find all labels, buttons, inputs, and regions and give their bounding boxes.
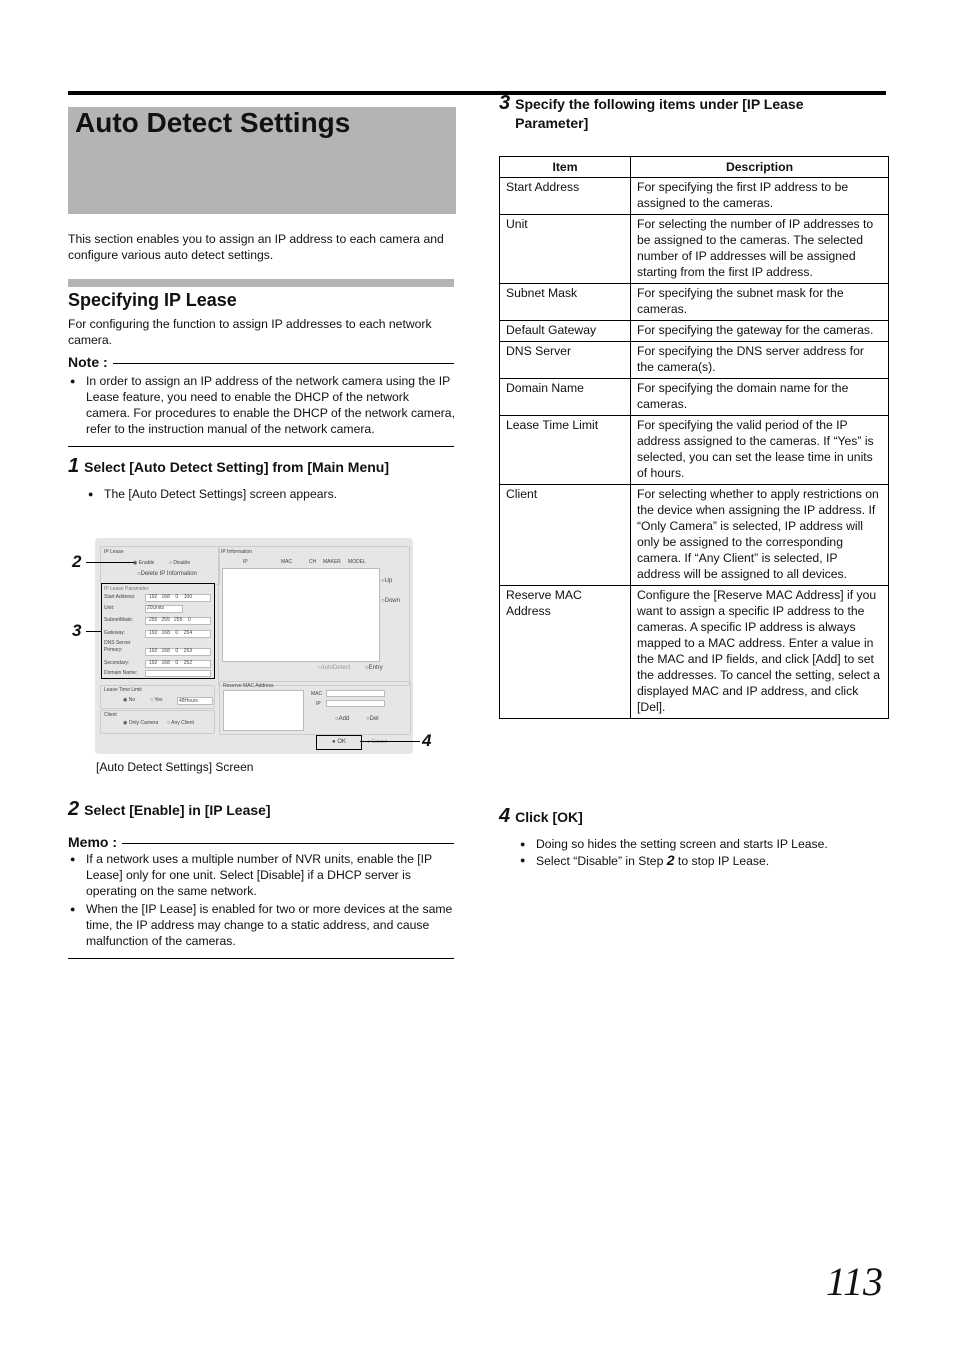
- ss-col: MODEL: [348, 559, 366, 565]
- page-number: 113: [826, 1259, 884, 1304]
- intro-text: This section enables you to assign an IP address to each camera and configure various auto detect settings.: [68, 232, 444, 262]
- ss-enable: ◉ Enable: [133, 560, 155, 566]
- page-title: Auto Detect Settings: [75, 107, 351, 138]
- ss-primary-label: Primary:: [104, 647, 123, 653]
- callout-line: [360, 741, 420, 742]
- memo-item: ● If a network uses a multiple number of NVR units, enable the [IP Lease] only for one unit. Select [Disable] if a DHCP server is operating on the same network.: [68, 851, 456, 899]
- step-number: 1: [68, 455, 80, 477]
- table-row: [500, 284, 889, 321]
- ss-subnet-label: SubnetMask:: [104, 617, 134, 623]
- section-heading: Specifying IP Lease: [68, 290, 237, 310]
- ss-col: CH: [309, 559, 317, 565]
- step1-list: [86, 486, 456, 502]
- ss-unit-val: 20Units: [147, 605, 164, 611]
- note-label: Note :: [68, 354, 108, 370]
- memo-label: Memo :: [68, 834, 117, 850]
- ss-subnet-vals: 255 255 255 0: [149, 617, 191, 623]
- ss-hours: 48Hours: [179, 698, 198, 704]
- row-description: For specifying the DNS server address for the camera(s).: [631, 342, 889, 379]
- ss-ip-lease: IP Lease: [104, 549, 124, 555]
- memo-heading: [68, 834, 454, 850]
- step4-bullet: ● Select “Disable” in Step 2 to stop IP Lease.: [518, 852, 888, 869]
- ss-up: ○Up: [381, 578, 393, 584]
- row-item: Unit: [500, 215, 631, 284]
- ss-gateway-vals: 192 168 0 254: [149, 630, 193, 636]
- step4-list: [518, 836, 888, 869]
- step1-bullet: ● The [Auto Detect Settings] screen appears.: [86, 486, 456, 502]
- ss-ok-button: ● OK: [316, 735, 362, 750]
- row-description: For specifying the domain name for the cameras.: [631, 379, 889, 416]
- ss-delete-info: ○Delete IP Information: [137, 571, 197, 577]
- row-item: Start Address: [500, 178, 631, 215]
- ss-domain-label: Domain Name:: [104, 670, 138, 676]
- divider: [68, 958, 454, 959]
- ss-ip: IP: [316, 701, 321, 707]
- ss-autodetect: ○AutoDetect: [317, 665, 351, 671]
- row-description: For specifying the valid period of the IP address assigned to the cameras. If “Yes” is selected, you can set the lease time in units of hours.: [631, 416, 889, 485]
- row-description: Configure the [Reserve MAC Address] if you want to assign a specific IP address to the cameras. A specific IP address is always mapped to a MAC address. Enter a value in the MAC and IP fields, and click [Add] to set the addresses. To cancel the setting, select a displayed MAC and IP address, and click [Del].: [631, 586, 889, 719]
- divider: [68, 446, 454, 447]
- callout-2: 2: [72, 552, 82, 571]
- step4-bullet: ● Doing so hides the setting screen and starts IP Lease.: [518, 836, 888, 852]
- ss-disable: ○ Disable: [169, 560, 191, 566]
- callout-line: [86, 631, 102, 632]
- ss-gateway-label: Gateway:: [104, 630, 126, 636]
- memo-item: ● When the [IP Lease] is enabled for two or more devices at the same time, the IP address may change to a static address, and cause malfunction of the cameras.: [68, 901, 456, 949]
- section-text: For configuring the function to assign IP addresses to each network camera.: [68, 317, 432, 347]
- row-item: Client: [500, 485, 631, 586]
- auto-detect-settings-screenshot: [95, 538, 413, 754]
- row-description: For selecting whether to apply restrictions on the device when assigning the IP address. If “Only Camera” is selected, IP address will only be assigned to the corresponding camera. If “Any Client” is selected, IP address will be assigned to all devices.: [631, 485, 889, 586]
- ss-col: IP: [243, 559, 248, 565]
- step-2: [68, 798, 271, 821]
- row-item: Default Gateway: [500, 321, 631, 342]
- ss-client: Client: [104, 712, 117, 718]
- table-row: [500, 379, 889, 416]
- row-item: Domain Name: [500, 379, 631, 416]
- row-description: For specifying the first IP address to be assigned to the cameras.: [631, 178, 889, 215]
- table-row: [500, 321, 889, 342]
- ss-dns-label: DNS Server: [104, 640, 131, 646]
- ss-secondary-vals: 192 168 0 252: [149, 660, 193, 666]
- ss-start-vals: 192 168 0 100: [149, 594, 193, 600]
- step-number: 2: [68, 798, 80, 820]
- note-heading: [68, 354, 454, 370]
- ss-mac: MAC: [311, 691, 323, 697]
- row-description: For specifying the gateway for the cameras.: [631, 321, 889, 342]
- table-row: [500, 416, 889, 485]
- step-text: Select [Enable] in [IP Lease]: [84, 802, 271, 818]
- ss-del: ○Del: [366, 716, 379, 722]
- ip-lease-parameter-table: [499, 156, 889, 719]
- section-bar: [68, 279, 454, 287]
- ss-param-label: IP Lease Parameter: [104, 586, 149, 592]
- ss-no: ◉ No: [123, 697, 136, 703]
- row-description: For selecting the number of IP addresses to be assigned to the cameras. The selected number of IP addresses will be assigned starting from the first IP address.: [631, 215, 889, 284]
- step-text: Select [Auto Detect Setting] from [Main Menu]: [84, 459, 390, 475]
- step-number: 4: [499, 805, 511, 827]
- ss-down: ○Down: [381, 598, 400, 604]
- col-header: Item: [500, 157, 631, 178]
- row-item: Reserve MAC Address: [500, 586, 631, 719]
- step-4: [499, 805, 583, 828]
- table-row: [500, 485, 889, 586]
- step-text: Click [OK]: [515, 809, 583, 825]
- table-row: [500, 586, 889, 719]
- table-row: [500, 215, 889, 284]
- ss-add: ○Add: [335, 716, 350, 722]
- step-text: Specify the following items under [IP Lease Parameter]: [515, 96, 804, 131]
- step-1: [68, 455, 389, 478]
- callout-3: 3: [72, 621, 82, 640]
- note-list: [68, 373, 456, 437]
- table-row: [500, 178, 889, 215]
- row-item: Subnet Mask: [500, 284, 631, 321]
- ss-col: MAKER: [323, 559, 341, 565]
- ss-lease-limit: Lease Time Limit: [104, 687, 142, 693]
- ss-col: MAC: [281, 559, 293, 565]
- title-box: [68, 107, 456, 214]
- ss-entry: ○Entry: [365, 665, 383, 671]
- ss-unit-label: Unit:: [104, 605, 115, 611]
- step-3: [499, 94, 889, 133]
- callout-line: [86, 562, 134, 563]
- row-item: DNS Server: [500, 342, 631, 379]
- ss-reserve: Reserve MAC Address: [223, 683, 274, 689]
- step-number: 3: [499, 92, 511, 114]
- ss-yes: ○ Yes: [150, 697, 163, 703]
- memo-list: [68, 851, 456, 949]
- ss-secondary-label: Secondary:: [104, 660, 130, 666]
- col-header: Description: [631, 157, 889, 178]
- row-item: Lease Time Limit: [500, 416, 631, 485]
- note-item: ● In order to assign an IP address of the network camera using the IP Lease feature, you need to enable the DHCP of the network camera. For procedures to enable the DHCP of the network camera, refer to the instruction manual of the network camera.: [68, 373, 456, 437]
- row-description: For specifying the subnet mask for the cameras.: [631, 284, 889, 321]
- callout-4: 4: [422, 731, 432, 750]
- ss-cancel: ● Cancel: [367, 739, 387, 745]
- ss-start-label: Start Address:: [104, 594, 136, 600]
- ss-primary-vals: 192 168 0 253: [149, 648, 193, 654]
- ss-only-camera: ◉ Only Camera: [123, 720, 159, 726]
- table-row: [500, 342, 889, 379]
- ss-any-client: ○ Any Client: [167, 720, 194, 726]
- ss-ip-info: IP Information: [221, 549, 253, 555]
- screenshot-caption: [Auto Detect Settings] Screen: [96, 760, 254, 774]
